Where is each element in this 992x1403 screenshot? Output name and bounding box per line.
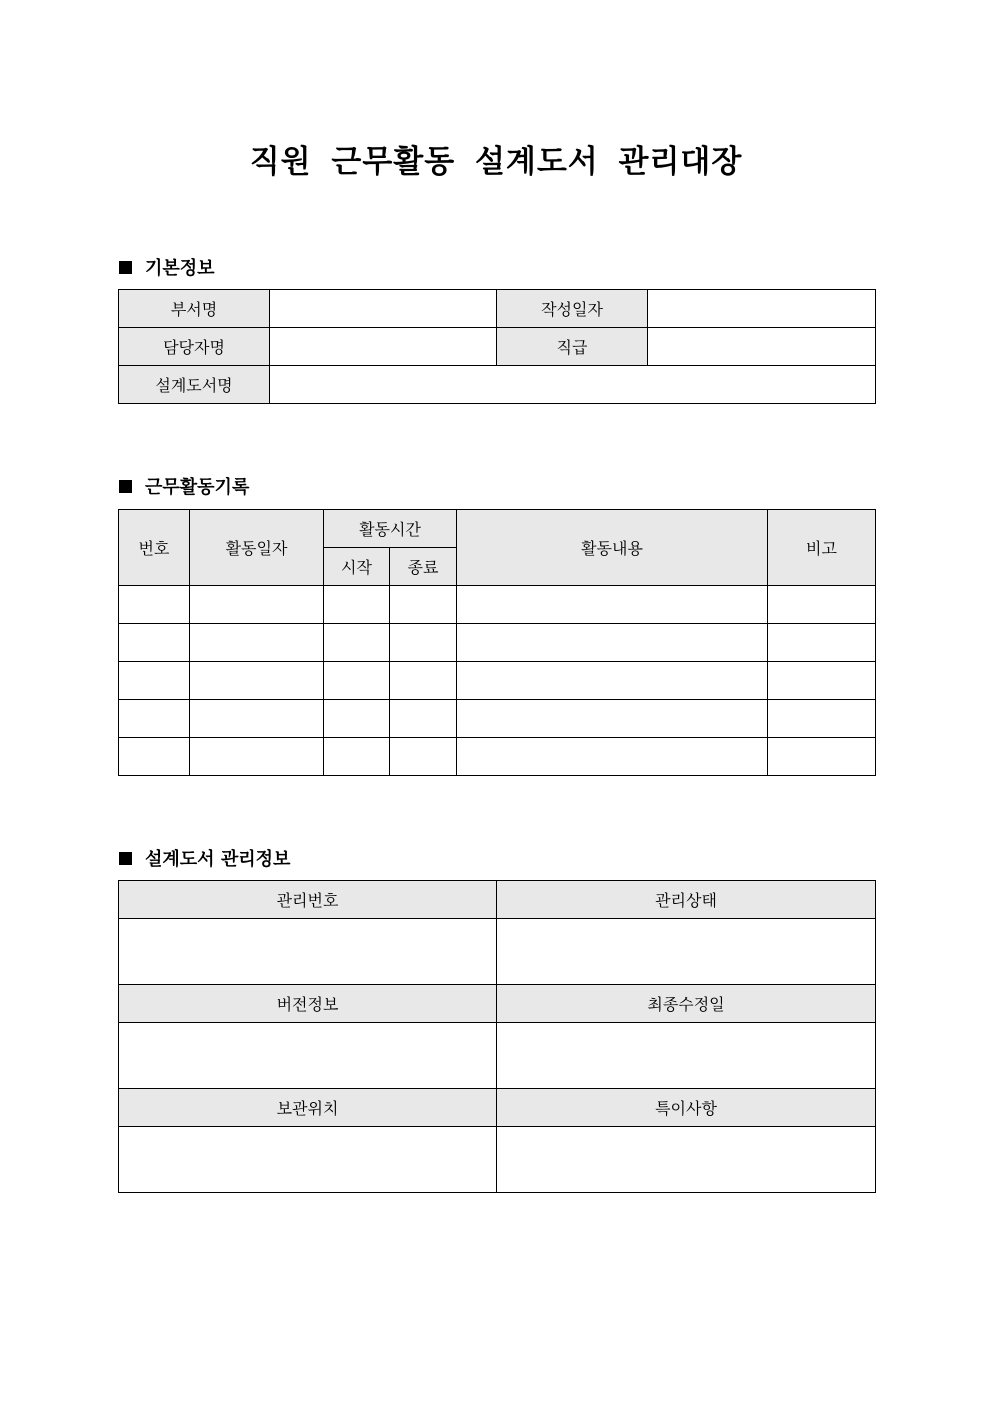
cell-note[interactable]	[768, 700, 876, 738]
cell-note[interactable]	[768, 662, 876, 700]
activity-log-table	[118, 509, 876, 776]
cell-number[interactable]	[119, 624, 190, 662]
header-activity-content: 활동내용	[457, 510, 768, 586]
last-modified-field[interactable]	[497, 1023, 876, 1089]
square-bullet-icon	[119, 261, 132, 274]
document-management-table	[118, 880, 876, 1193]
document-name-field[interactable]	[270, 366, 876, 404]
version-label: 버전정보	[119, 985, 497, 1023]
document-management-heading	[119, 845, 290, 871]
cell-content[interactable]	[457, 662, 768, 700]
position-field[interactable]	[648, 328, 876, 366]
position-label: 직급	[497, 328, 648, 366]
header-start: 시작	[324, 548, 390, 586]
cell-start[interactable]	[324, 662, 390, 700]
table-row	[119, 586, 876, 624]
cell-number[interactable]	[119, 738, 190, 776]
cell-end[interactable]	[390, 662, 457, 700]
cell-start[interactable]	[324, 586, 390, 624]
cell-date[interactable]	[190, 662, 324, 700]
document-management-heading-text: 설계도서 관리정보	[145, 849, 291, 870]
date-label: 작성일자	[497, 290, 648, 328]
cell-content[interactable]	[457, 586, 768, 624]
header-activity-date: 활동일자	[190, 510, 324, 586]
storage-location-field[interactable]	[119, 1127, 497, 1193]
cell-end[interactable]	[390, 624, 457, 662]
table-row	[119, 624, 876, 662]
cell-content[interactable]	[457, 738, 768, 776]
header-number: 번호	[119, 510, 190, 586]
cell-end[interactable]	[390, 700, 457, 738]
cell-date[interactable]	[190, 624, 324, 662]
date-field[interactable]	[648, 290, 876, 328]
cell-date[interactable]	[190, 738, 324, 776]
cell-note[interactable]	[768, 738, 876, 776]
table-row	[119, 662, 876, 700]
cell-end[interactable]	[390, 586, 457, 624]
activity-log-heading-text: 근무활동기록	[145, 477, 250, 498]
manager-field[interactable]	[270, 328, 497, 366]
basic-info-heading-text: 기본정보	[145, 258, 215, 279]
cell-content[interactable]	[457, 624, 768, 662]
version-field[interactable]	[119, 1023, 497, 1089]
header-end: 종료	[390, 548, 457, 586]
cell-number[interactable]	[119, 700, 190, 738]
cell-number[interactable]	[119, 662, 190, 700]
cell-note[interactable]	[768, 586, 876, 624]
page-title: 직원 근무활동 설계도서 관리대장	[249, 144, 743, 180]
management-status-label: 관리상태	[497, 881, 876, 919]
square-bullet-icon	[119, 852, 132, 865]
cell-start[interactable]	[324, 738, 390, 776]
table-row	[119, 700, 876, 738]
management-number-field[interactable]	[119, 919, 497, 985]
last-modified-label: 최종수정일	[497, 985, 876, 1023]
cell-start[interactable]	[324, 700, 390, 738]
cell-content[interactable]	[457, 700, 768, 738]
storage-location-label: 보관위치	[119, 1089, 497, 1127]
department-label: 부서명	[119, 290, 270, 328]
header-activity-time: 활동시간	[324, 510, 457, 548]
cell-date[interactable]	[190, 586, 324, 624]
basic-info-heading	[119, 254, 215, 280]
basic-info-table	[118, 289, 876, 404]
department-field[interactable]	[270, 290, 497, 328]
activity-log-heading	[119, 473, 249, 499]
management-status-field[interactable]	[497, 919, 876, 985]
remarks-label: 특이사항	[497, 1089, 876, 1127]
square-bullet-icon	[119, 480, 132, 493]
management-number-label: 관리번호	[119, 881, 497, 919]
cell-date[interactable]	[190, 700, 324, 738]
cell-number[interactable]	[119, 586, 190, 624]
cell-end[interactable]	[390, 738, 457, 776]
header-note: 비고	[768, 510, 876, 586]
manager-label: 담당자명	[119, 328, 270, 366]
document-name-label: 설계도서명	[119, 366, 270, 404]
table-row	[119, 738, 876, 776]
remarks-field[interactable]	[497, 1127, 876, 1193]
cell-start[interactable]	[324, 624, 390, 662]
cell-note[interactable]	[768, 624, 876, 662]
